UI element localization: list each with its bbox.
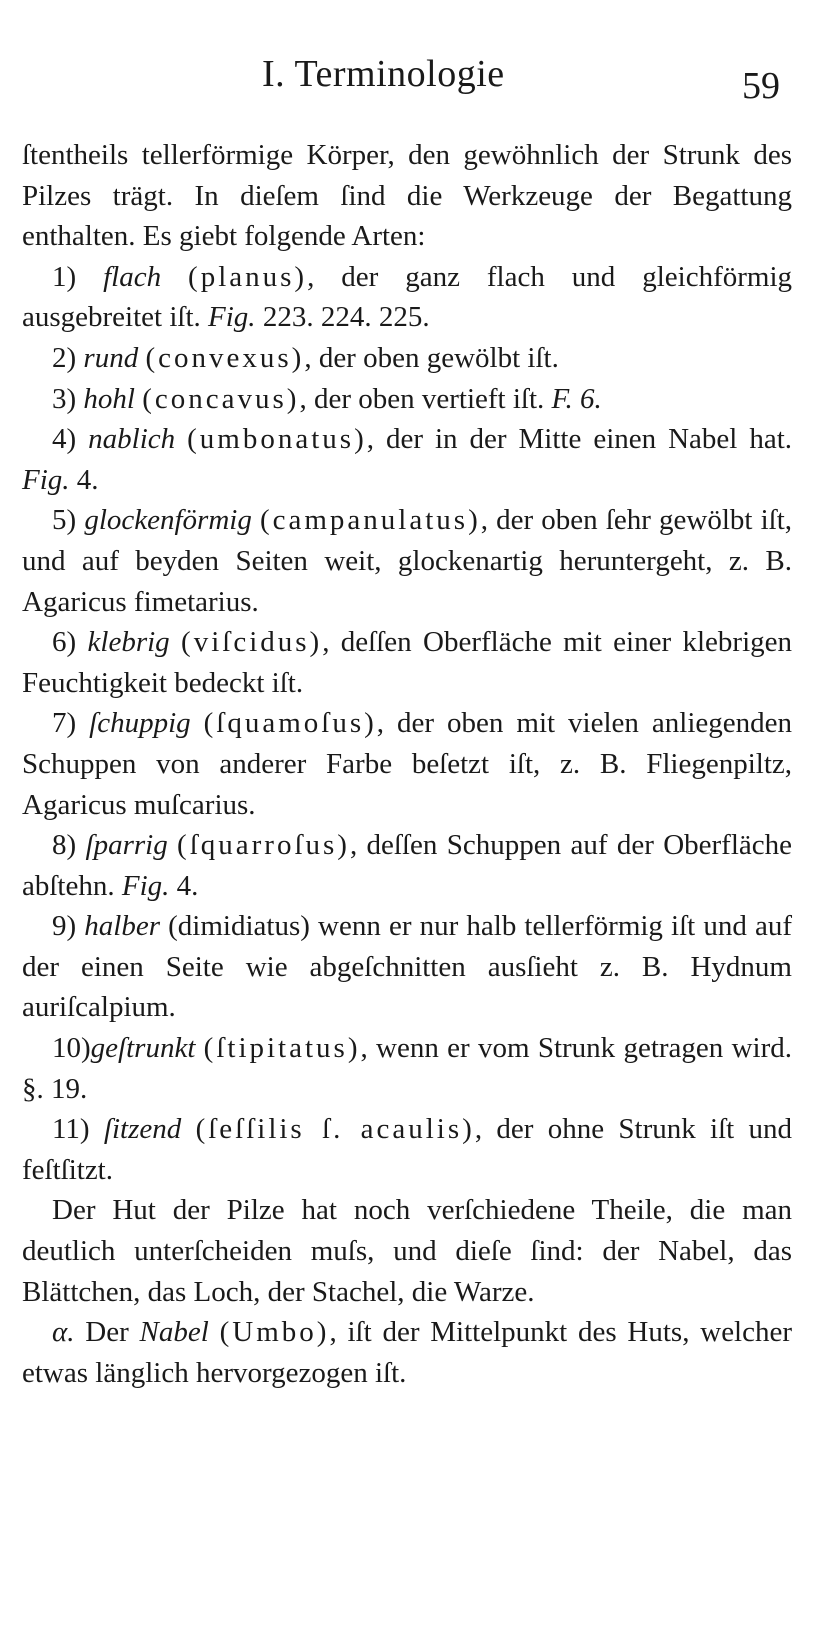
list-item: 7) ſchuppig (ſquamoſus), der oben mit vielen anliegenden Schuppen von anderer Farbe beſetzt iſt, z. B. Fliegenpiltz, Agaricus muſcarius. xyxy=(22,707,792,821)
latin-term: (viſcidus) xyxy=(181,626,323,659)
running-header xyxy=(0,52,830,108)
term: ſchuppig xyxy=(89,707,191,740)
latin-term: (planus) xyxy=(188,260,308,293)
list-item: 2) rund (convexus), der oben gewölbt iſt. xyxy=(52,341,559,374)
term: ſitzend xyxy=(103,1113,182,1146)
term: klebrig xyxy=(87,626,170,659)
list-item: 11) ſitzend (ſeſſilis ſ. acaulis), der ohne Strunk iſt und feſtſitzt. xyxy=(22,1113,793,1186)
paragraph-intro: ſtentheils tellerförmige Körper, den gewöhnlich der Strunk des Pilzes trägt. In dieſem ſind die Werkzeuge der Begattung enthalten. Es giebt folgende Arten: xyxy=(22,139,792,253)
latin-term: (convexus) xyxy=(145,341,305,374)
term: ſparrig xyxy=(85,829,168,862)
list-item: 9) halber (dimidiatus) wenn er nur halb tellerförmig iſt und auf der einen Seite wie abgeſchnitten ausſieht z. B. Hydnum auriſcalpium. xyxy=(22,910,792,1024)
list-item: 6) klebrig (viſcidus), deſſen Oberfläche mit einer klebrigen Feuchtigkeit bedeckt iſt. xyxy=(22,626,793,699)
latin-term: (ſquarroſus) xyxy=(177,829,350,862)
term: flach xyxy=(103,260,162,293)
running-title: I. Terminologie xyxy=(262,53,505,95)
term: halber xyxy=(84,910,161,943)
latin-term: (campanulatus) xyxy=(259,504,481,537)
latin-term: (ſeſſilis ſ. acaulis) xyxy=(195,1113,475,1146)
page-body xyxy=(22,135,792,1393)
paragraph-hut-parts: Der Hut der Pilze hat noch verſchiedene Theile, die man deutlich unterſcheiden muſs, und dieſe ſind: der Nabel, das Blättchen, das Loch, der Stachel, die Warze. xyxy=(22,1194,792,1308)
list-item: 10)geſtrunkt (ſtipitatus), wenn er vom Strunk getragen wird. §. 19. xyxy=(22,1032,792,1105)
term: rund xyxy=(83,341,139,374)
latin-term: (ſquamoſus) xyxy=(203,707,377,740)
term: geſtrunkt xyxy=(90,1032,196,1065)
list-item: 5) glockenförmig (campanulatus), der oben ſehr gewölbt iſt, und auf beyden Seiten weit, glockenartig heruntergeht, z. B. Agaricus fimetarius. xyxy=(22,504,793,618)
latin-term: (umbonatus) xyxy=(187,423,367,456)
list-item: 1) flach (planus), der ganz flach und gleichförmig ausgebreitet iſt. Fig. 223. 224. 225. xyxy=(22,260,793,334)
list-item: 4) nablich (umbonatus), der in der Mitte einen Nabel hat. Fig. 4. xyxy=(22,423,793,496)
term: Nabel xyxy=(139,1316,209,1349)
latin-term: (ſtipitatus) xyxy=(203,1032,361,1065)
latin-term: (concavus) xyxy=(142,382,300,415)
list-item: α. Der Nabel (Umbo), iſt der Mittelpunkt des Huts, welcher etwas länglich hervorgezogen iſt. xyxy=(22,1316,793,1389)
latin-term: (dimidiatus) xyxy=(168,910,310,943)
latin-term: (Umbo) xyxy=(219,1316,330,1349)
term: hohl xyxy=(83,382,135,415)
term: nablich xyxy=(88,423,176,456)
page-number: 59 xyxy=(742,65,780,107)
list-item: 8) ſparrig (ſquarroſus), deſſen Schuppen auf der Oberfläche abſtehn. Fig. 4. xyxy=(22,829,792,902)
list-item: 3) hohl (concavus), der oben vertieft iſt. F. 6. xyxy=(52,382,602,415)
term: glockenförmig xyxy=(84,504,252,537)
